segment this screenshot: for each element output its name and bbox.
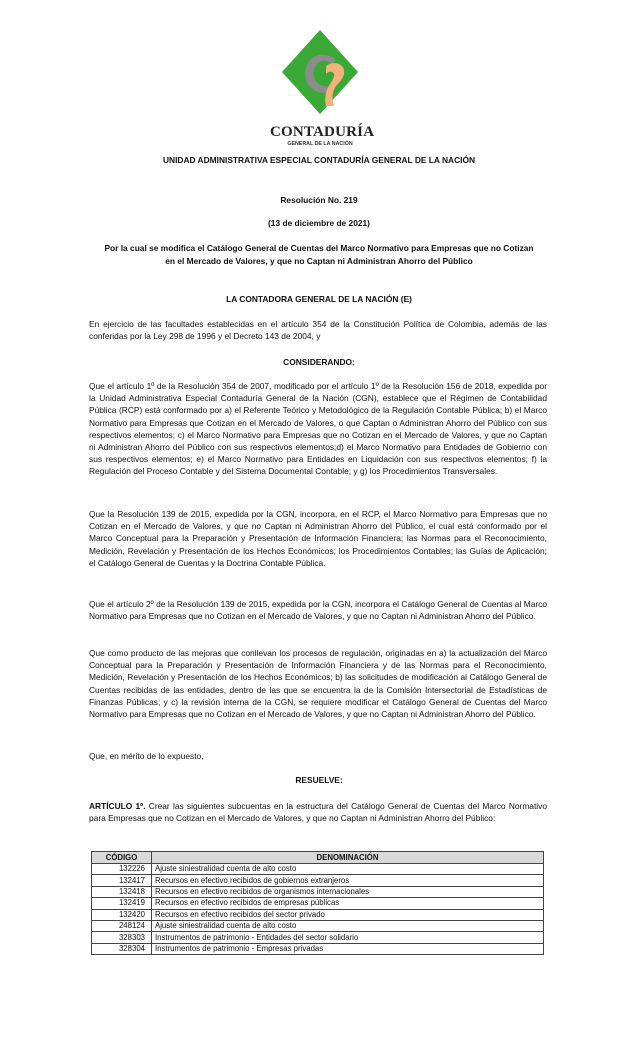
table-row [92,920,544,931]
articulo-1-label: ARTÍCULO 1º. [89,801,146,811]
considerando-paragraph-3: Que el artículo 2º de la Resolución 139 de 2015, expedida por la CGN, incorpora el Catálogo General de Cuentas al Marco Normativo para Empresas que no Cotizan en el Mercado de Valores, y que no Captan ni Administran Ahorro del Público. [89,599,547,622]
table-row [92,943,544,954]
considerando-paragraph-1: Que el artículo 1º de la Resolución 354 de 2007, modificado por el artículo 1º de la Resolución 156 de 2018, expedida por la Unidad Administrativa Especial Contaduría General de la Nación (CGN), establece que el Régimen de Contabilidad Pública (RCP) está conformado por a) el Referente Teórico y Metodológico de la Regulación Contable Pública; b) el Marco Normativo para Empresas que Cotizan en el Mercado de Valores, o que Captan o Administran Ahorro del Público con sus respectivos elementos; c) el Marco Normativo para Empresas que no Cotizan en el Mercado de Valores, y que no Captan ni Administran Ahorro del Público con sus respectivos elementos;d) el Marco Normativo para Entidades de Gobierno con sus respectivos elementos; e) el Marco Normativo para Entidades en Liquidación con sus respectivos elementos; f) la Regulación del Proceso Contable y del Sistema Documental Contable; y g) los Procedimientos Transversales. [89,381,547,477]
table-row [92,886,544,897]
cell-denominacion: Recursos en efectivo recibidos de empresas públicas [152,898,544,909]
cell-codigo: 132417 [92,875,152,886]
cell-codigo: 132418 [92,886,152,897]
considerando-paragraph-2: Que la Resolución 139 de 2015, expedida por la CGN, incorpora, en el RCP, el Marco Normativo para Empresas que no Cotizan en el Mercado de Valores, y que no Captan ni Administran Ahorro del Público, el cual está conformado por el Marco Conceptual para la Preparación y Presentación de Información Financiera; las Normas para el Reconocimiento, Medición, Revelación y Presentación de los Hechos Económicos; los Procedimientos Contables; las Guías de Aplicación; el Catálogo General de Cuentas y la Doctrina Contable Pública. [89,509,547,568]
cell-denominacion: Recursos en efectivo recibidos de organismos internacionales [152,886,544,897]
cell-codigo: 132420 [92,909,152,920]
considerando-heading: CONSIDERANDO: [283,357,355,367]
cell-denominacion: Recursos en efectivo recibidos del sector privado [152,909,544,920]
column-header-denominacion: DENOMINACIÓN [152,852,544,864]
entity-name: UNIDAD ADMINISTRATIVA ESPECIAL CONTADURÍA GENERAL DE LA NACIÓN [162,155,476,165]
cell-codigo: 132419 [92,898,152,909]
table-header-row [92,852,544,864]
articulo-1-text: Crear las siguientes subcuentas en la estructura del Catálogo General de Cuentas del Marco Normativo para Empresas que no Cotizan en el Mercado de Valores, y que no Captan ni Administran Ahorro del Público: [89,801,547,824]
resuelve-heading: RESUELVE: [295,775,343,785]
cell-codigo: 132226 [92,864,152,875]
logo-subtitle: GENERAL DE LA NACIÓN [287,141,353,147]
cell-denominacion: Instrumentos de patrimonio - Empresas privadas [152,943,544,954]
table-row [92,932,544,943]
cell-codigo: 328303 [92,932,152,943]
table-row [92,898,544,909]
considerando-paragraph-4: Que como producto de las mejoras que conllevan los procesos de regulación, originadas en a) la actualización del Marco Conceptual para la Preparación y Presentación de Información Financiera y de las Normas para el Reconocimiento, Medición, Revelación y Presentación de los Hechos Económicos; b) las solicitudes de modificación al Catálogo General de Cuentas recibidas de las entidades, dentro de las que se encuentra la de la Comisión Intersectorial de Estadísticas de Finanzas Públicas; y c) la revisión interna de la CGN, se requiere modificar el Catálogo General de Cuentas del Marco Normativo para Empresas que no Cotizan en el Mercado de Valores, y que no Captan ni Administran Ahorro del Público. [89,648,547,720]
articulo-1-paragraph [89,800,547,824]
subject-line-1: Por la cual se modifica el Catálogo General de Cuentas del Marco Normativo para Empresas que no Cotizan [104,243,534,253]
author-heading: LA CONTADORA GENERAL DE LA NACIÓN (E) [226,294,412,304]
cell-denominacion: Recursos en efectivo recibidos de gobiernos extranjeros [152,875,544,886]
table-row [92,864,544,875]
logo-wordmark: CONTADURÍA [270,124,375,140]
cgn-emblem-icon [282,30,358,122]
table-row [92,875,544,886]
considerando-paragraph-5: Que, en mérito de lo expuesto, [89,751,204,761]
cgn-logo [270,30,375,150]
subcuentas-table [91,851,544,955]
resolution-number: Resolución No. 219 [280,195,358,205]
resolution-date: (13 de diciembre de 2021) [268,218,370,228]
cell-denominacion: Ajuste siniestralidad cuenta de alto costo [152,920,544,931]
preamble-paragraph: En ejercicio de las facultades establecidas en el artículo 354 de la Constitución Política de Colombia, además de las conferidas por la Ley 298 de 1996 y el Decreto 143 de 2004, y [89,319,547,342]
subject-line-2: en el Mercado de Valores, y que no Captan ni Administran Ahorro del Público [165,256,473,266]
table-row [92,909,544,920]
column-header-codigo: CÓDIGO [92,852,152,864]
cell-codigo: 328304 [92,943,152,954]
cell-denominacion: Ajuste siniestralidad cuenta de alto costo [152,864,544,875]
cell-denominacion: Instrumentos de patrimonio - Entidades del sector solidario [152,932,544,943]
cell-codigo: 248124 [92,920,152,931]
